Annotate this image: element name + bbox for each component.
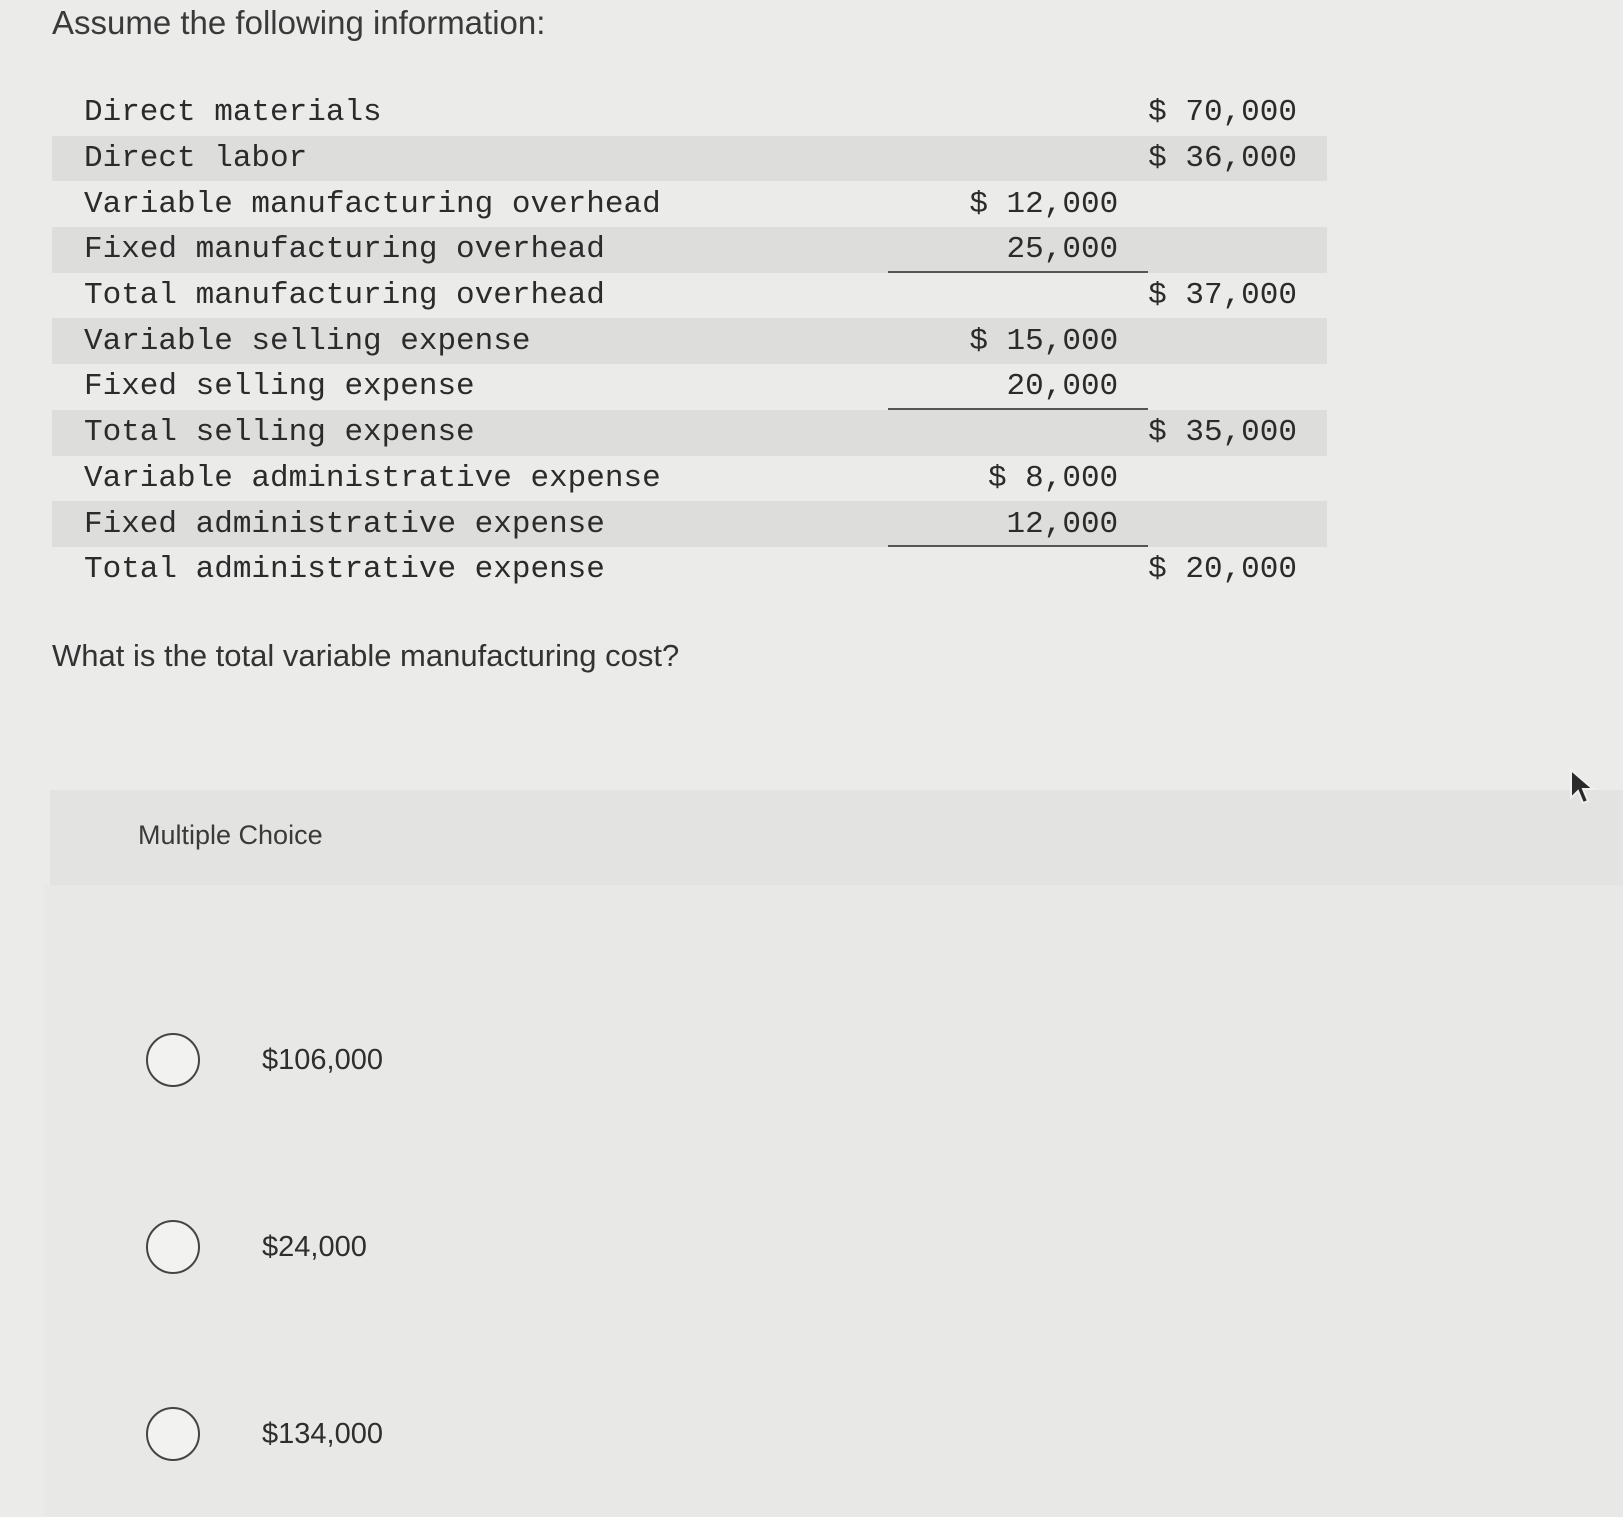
table-row [52, 410, 1327, 456]
row-label: Total administrative expense [84, 552, 605, 588]
mouse-pointer-icon [1567, 768, 1597, 806]
question-text: What is the total variable manufacturing cost? [52, 638, 680, 673]
row-total: $ 36,000 [1148, 136, 1327, 182]
row-amount [888, 273, 1148, 319]
row-label: Total selling expense [52, 410, 888, 456]
row-total [1148, 181, 1327, 227]
cost-information-table [52, 90, 1327, 593]
row-amount: 20,000 [888, 364, 1148, 410]
choice-label: $106,000 [262, 1043, 383, 1076]
row-label: Direct materials [84, 95, 382, 131]
row-amount [888, 90, 1148, 136]
choice-list [44, 885, 1623, 1517]
choice-label: $24,000 [262, 1230, 367, 1263]
row-label: Total manufacturing overhead [84, 278, 605, 314]
table-row [52, 547, 1327, 593]
row-label: Direct labor [52, 136, 888, 182]
row-label: Variable manufacturing overhead [84, 186, 661, 222]
radio-button-icon[interactable] [146, 1220, 200, 1274]
multiple-choice-header [50, 790, 1623, 885]
table-row [52, 227, 1327, 273]
row-amount: 25,000 [888, 227, 1148, 273]
row-amount: $ 12,000 [969, 186, 1119, 222]
row-label: Variable selling expense [52, 318, 888, 364]
table-row [52, 90, 1327, 136]
table-row [52, 318, 1327, 364]
radio-button-icon[interactable] [146, 1033, 200, 1087]
row-label: Fixed selling expense [84, 369, 475, 405]
table-row [52, 181, 1327, 227]
row-total [1148, 318, 1327, 364]
table-row [52, 364, 1327, 410]
choice-option-3[interactable] [146, 1399, 1046, 1469]
choice-label: $134,000 [262, 1417, 383, 1450]
table-row [52, 501, 1327, 547]
row-amount: $ 15,000 [888, 318, 1148, 364]
row-label: Variable administrative expense [84, 460, 661, 496]
intro-text: Assume the following information: [52, 4, 546, 41]
row-total [1148, 501, 1327, 547]
table-row [52, 456, 1327, 502]
row-label: Fixed manufacturing overhead [52, 227, 888, 273]
row-amount [888, 136, 1148, 182]
radio-button-icon[interactable] [146, 1407, 200, 1461]
choice-option-2[interactable] [146, 1212, 1046, 1282]
row-total: $ 20,000 [1148, 552, 1297, 588]
table-row [52, 273, 1327, 319]
table-row [52, 136, 1327, 182]
row-amount: $ 8,000 [987, 460, 1119, 496]
row-label: Fixed administrative expense [52, 501, 888, 547]
row-total: $ 37,000 [1148, 278, 1297, 314]
row-total [1148, 364, 1327, 410]
row-total: $ 70,000 [1148, 95, 1297, 131]
row-total [1148, 456, 1327, 502]
row-amount [888, 547, 1148, 593]
multiple-choice-title: Multiple Choice [138, 820, 323, 850]
choice-option-1[interactable] [146, 1025, 1046, 1095]
row-amount: 12,000 [888, 501, 1148, 547]
row-total: $ 35,000 [1148, 410, 1327, 456]
row-total [1148, 227, 1327, 273]
row-amount [888, 410, 1148, 456]
